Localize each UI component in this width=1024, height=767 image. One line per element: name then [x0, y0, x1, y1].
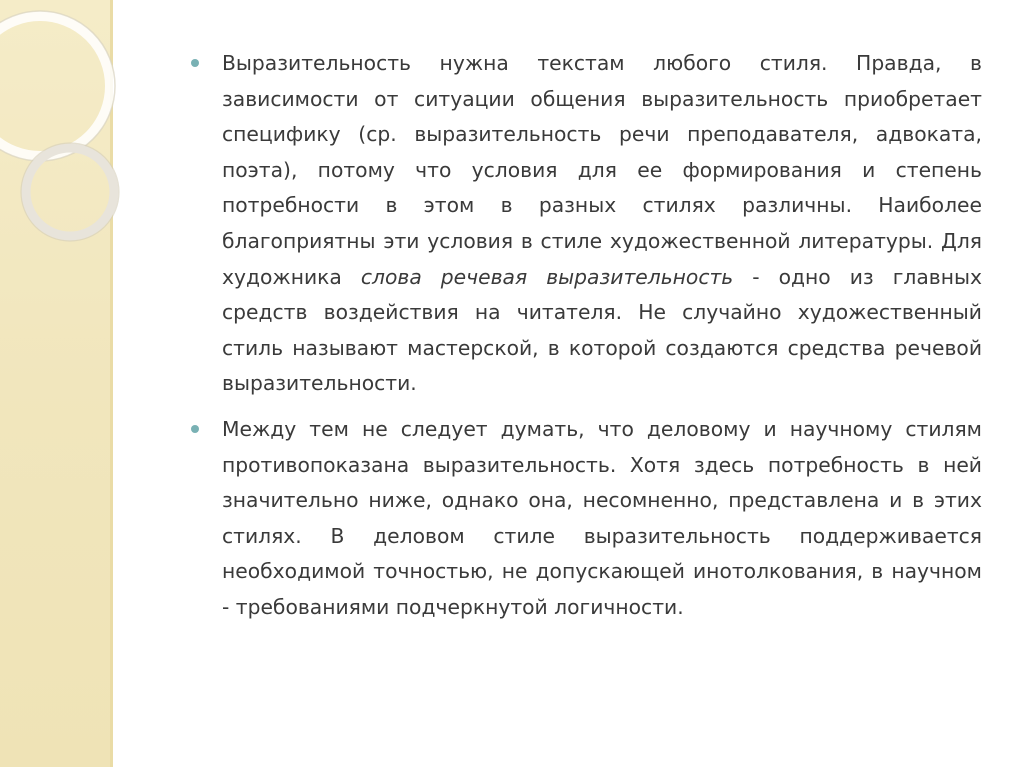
ring-large [0, 16, 110, 156]
ring-large-edge [0, 11, 115, 161]
bullet-dot-icon [191, 59, 199, 67]
bullet-2-text: Между тем не следует думать, что деловому и научному стилям противопоказана выразительность. Хотя здесь потребность в ней значительно ниже, однако она, несомненно, представлена и в этих стилях. В деловом стиле выразительность поддерживается необходимой точностью, не допускающей инотолкования, в научном - требованиями подчеркнутой логичности. [222, 416, 982, 619]
decorative-rings [0, 0, 200, 300]
bullet-1-text-start: Выразительность нужна текстам любого стиля. Правда, в зависимости от ситуации общения выразительность приобретает специфику (ср. выразительность речи преподавателя, адвоката, поэта), потому что условия для ее формирования и степень потребности в этом в разных стилях различны. Наиболее благоприятны эти условия в стиле художественной литературы. Для художника [222, 51, 982, 289]
ring-small [26, 148, 114, 236]
bullet-item-1 [190, 46, 982, 402]
bullet-item-2 [190, 412, 982, 626]
bullet-1-text-end: - одно из главных средств воздействия на читателя. Не случайно художественный стиль называют мастерской, в которой создаются средства речевой выразительности. [222, 264, 982, 396]
slide-body [190, 46, 982, 636]
ring-small-outline [21, 143, 119, 241]
bullet-dot-icon [191, 425, 199, 433]
bullet-1-emphasis: слова речевая выразительность [360, 264, 734, 289]
